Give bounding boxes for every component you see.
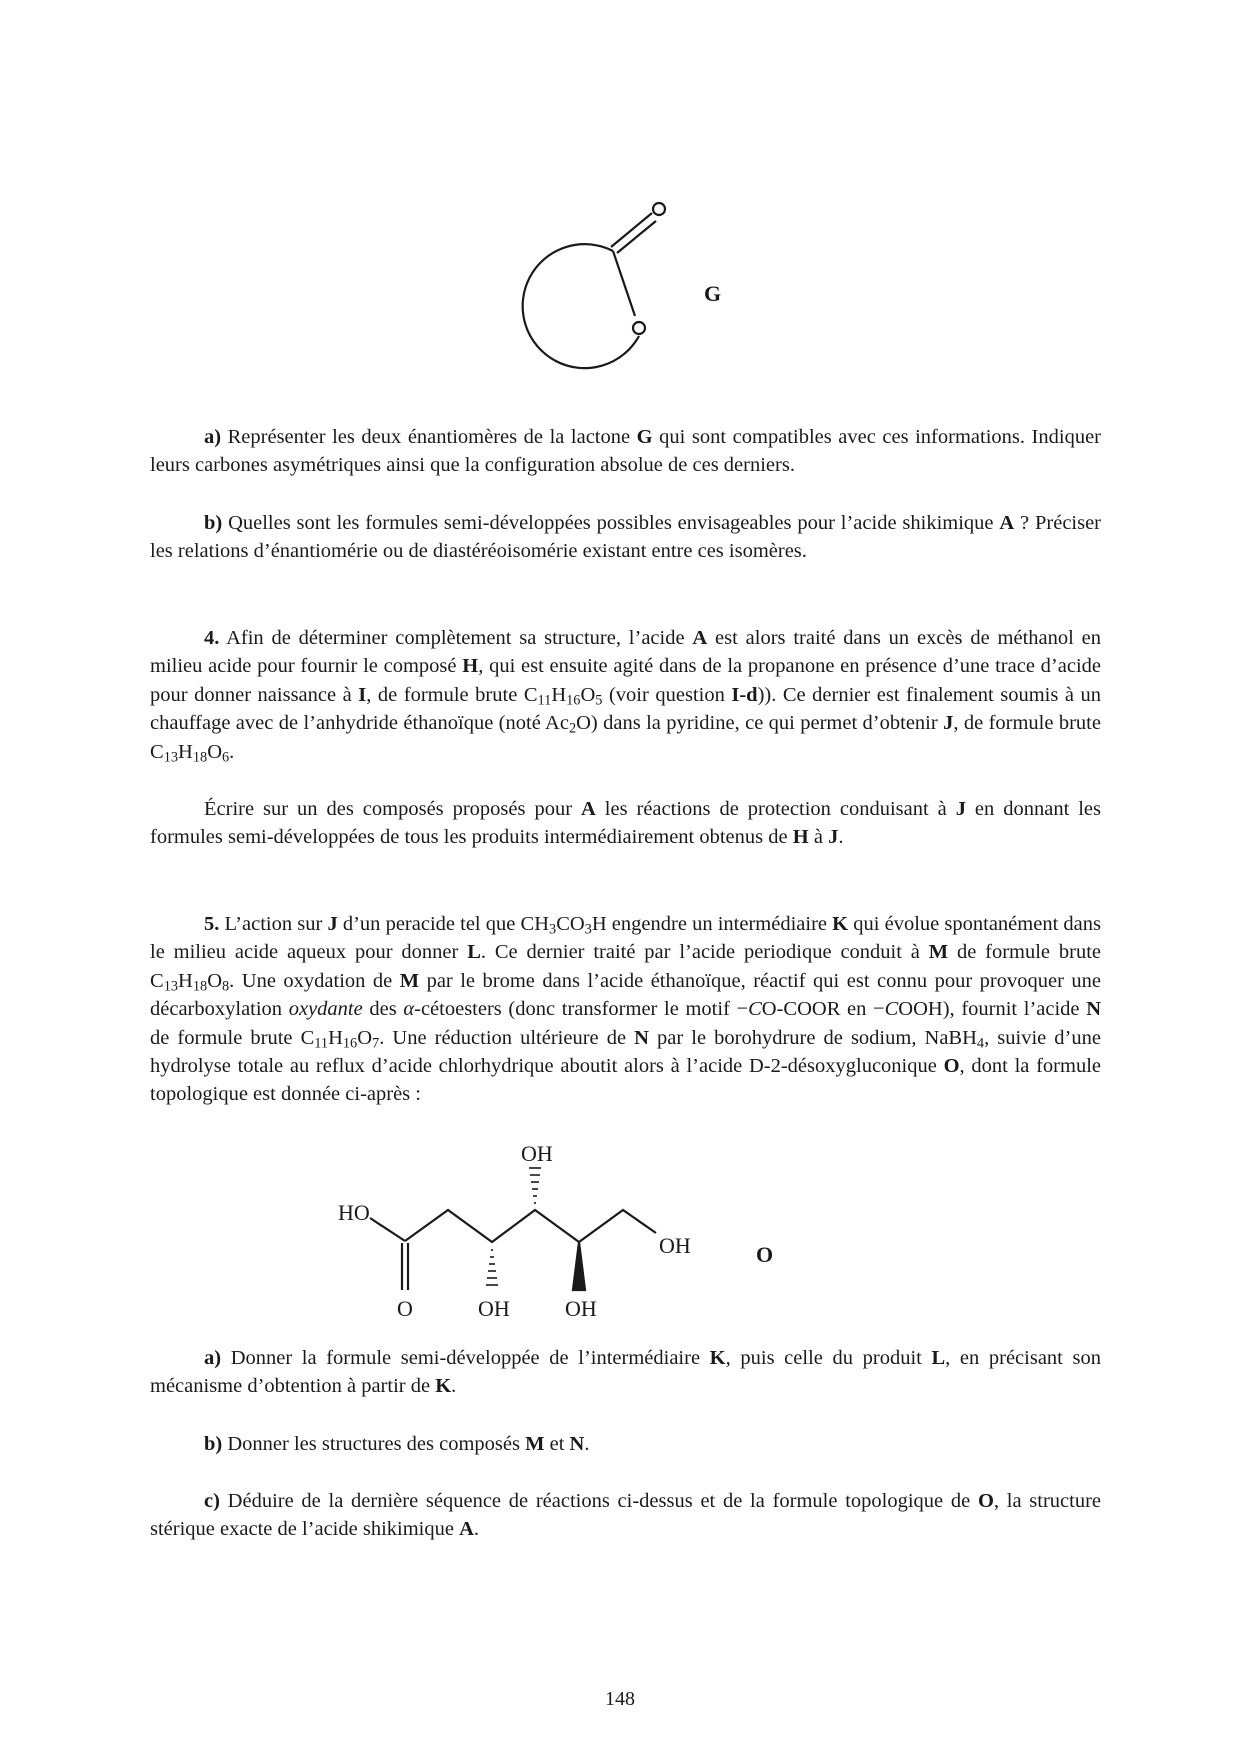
text-run: de formule brute C (150, 1026, 315, 1049)
subscript: 8 (222, 978, 230, 995)
text-run: H (328, 1026, 343, 1049)
text-run: H (178, 740, 193, 763)
bold-text: a) (204, 426, 222, 448)
subscript: 18 (192, 978, 208, 995)
text-run: O (357, 1026, 373, 1049)
text-run: ? Préciser les relations d’énantiomérie ou de diastéréoisomérie existant entre ces isomères. (150, 512, 1102, 563)
subscript: 3 (584, 921, 592, 938)
bold-text: b) (204, 1433, 223, 1455)
text-run: est alors traité dans un excès de méthanol en milieu acide pour fournir le composé (150, 627, 1101, 678)
bold-text: K (709, 1347, 726, 1369)
subscript: 7 (372, 1035, 380, 1052)
hashed-wedge-c3 (486, 1250, 498, 1285)
text-run: . (229, 740, 235, 763)
bold-text: I-d (731, 683, 758, 706)
text-run: , suivie d’une hydrolyse totale au reflux d’acide chlorhydrique aboutit alors à l’acide D-2-désoxygluconique (150, 1026, 1101, 1078)
question-4 (150, 624, 1101, 766)
text-run: H (178, 969, 193, 992)
bold-text: c) (204, 1490, 220, 1512)
bold-text: a) (204, 1347, 222, 1369)
italic-text: α (403, 998, 415, 1021)
bold-text: N (1086, 998, 1101, 1021)
solid-wedge-c5 (573, 1242, 585, 1290)
text-run: L’action sur (219, 913, 328, 935)
bold-text: N (569, 1433, 585, 1455)
text-run: -cétoesters (donc transformer le motif − (414, 998, 749, 1021)
text-run: , de formule brute C (150, 712, 1101, 763)
italic-text: oxydante (288, 998, 363, 1021)
question-3a (150, 423, 1101, 480)
ring-oxygen-atom (633, 322, 645, 334)
subscript: 6 (222, 749, 230, 766)
text-run: , de formule brute C (366, 683, 538, 706)
text-run: d’un peracide tel que CH (337, 913, 550, 935)
text-run: O (207, 740, 222, 763)
subscript: 11 (314, 1035, 329, 1052)
text-run: qui évolue spontanément dans le milieu acide aqueux pour donner (150, 913, 1101, 964)
text-run: , dont la formule topologique est donnée ci-après : (150, 1055, 1101, 1106)
text-run: Donner la formule semi-développée de l’intermédiaire (221, 1347, 710, 1369)
bold-text: A (999, 512, 1015, 534)
text-run: qui sont compatibles avec ces informations. Indiquer leurs carbones asymétriques ainsi que la configuration absolue de ces derniers. (150, 426, 1102, 477)
text-run: . (451, 1375, 457, 1398)
bold-text: A (581, 798, 596, 820)
bold-text: J (955, 798, 966, 820)
text-run: O-COOR en − (761, 998, 885, 1021)
text-run: , en précisant son mécanisme d’obtention à partir de (150, 1347, 1101, 1398)
text-run: des (362, 998, 404, 1021)
question-3b (150, 509, 1101, 566)
bold-text: O (943, 1055, 960, 1078)
text-run: O (207, 969, 222, 992)
text-run: de formule brute C (150, 941, 1101, 992)
bold-text: M (399, 969, 420, 992)
subscript: 2 (568, 720, 577, 737)
text-run: . (584, 1433, 590, 1455)
subscript: 11 (537, 692, 552, 709)
text-run: Donner les structures des composés (222, 1433, 526, 1455)
atom-oh-c4: OH (521, 1141, 553, 1166)
bold-text: 5. (204, 913, 220, 935)
bold-text: I (358, 683, 367, 706)
bold-text: K (435, 1375, 452, 1398)
bold-text: M (525, 1433, 545, 1455)
text-run: . Une réduction ultérieure de (379, 1026, 635, 1049)
bold-text: H (792, 826, 809, 849)
atom-oh-c5: OH (565, 1296, 597, 1321)
carbonyl-oxygen-atom (653, 203, 665, 215)
bold-text: J (327, 913, 338, 935)
text-run: et (544, 1433, 570, 1455)
text-run: H engendre un intermédiaire (591, 913, 833, 935)
c-o-bond (613, 251, 635, 316)
text-run: . Une oxydation de (229, 969, 400, 992)
text-run: H (551, 683, 567, 706)
text-run: O (580, 683, 596, 706)
text-run: OOH), fournit l’acide (898, 998, 1087, 1021)
subscript: 3 (549, 921, 557, 938)
text-run: Quelles sont les formules semi-développées possibles envisageables pour l’acide shikimique (222, 512, 1000, 534)
text-run: en donnant les formules semi-développées de tous les produits intermédiairement obtenus de (150, 798, 1102, 849)
bold-text: L (931, 1347, 946, 1369)
bold-text: O (977, 1490, 994, 1512)
question-5c (150, 1487, 1101, 1544)
subscript: 4 (976, 1035, 985, 1052)
subscript: 16 (342, 1035, 358, 1052)
atom-ho: HO (338, 1200, 370, 1225)
italic-text: C (884, 998, 899, 1021)
text-run: O) dans la pyridine, ce qui permet d’obtenir (576, 712, 944, 735)
compound-label-g: G (704, 281, 722, 306)
subscript: 18 (192, 749, 208, 766)
text-run: , la structure stérique exacte de l’acide shikimique (150, 1490, 1102, 1541)
bold-text: J (828, 826, 839, 849)
subscript: 13 (163, 749, 179, 766)
text-run: (voir question (602, 683, 732, 706)
bold-text: b) (204, 512, 223, 534)
question-5 (150, 910, 1101, 1109)
text-run: )). Ce dernier est finalement soumis à un chauffage avec de l’anhydride éthanoïque (noté Ac (150, 683, 1101, 735)
bold-text: 4. (204, 627, 220, 649)
atom-carbonyl-o: O (397, 1296, 413, 1321)
bold-text: J (943, 712, 954, 735)
bold-text: N (634, 1026, 649, 1049)
bold-text: M (928, 941, 949, 964)
ring-arc (523, 244, 639, 368)
bold-text: A (459, 1518, 474, 1541)
bold-text: K (832, 913, 849, 935)
italic-text: C (748, 998, 762, 1021)
atom-oh-c3: OH (478, 1296, 510, 1321)
text-run: à (808, 826, 829, 849)
text-run: par le brome dans l’acide éthanoïque, réactif qui est connu pour provoquer une décarboxylation (150, 969, 1101, 1021)
subscript: 16 (566, 692, 581, 709)
text-run: . (838, 826, 844, 849)
atom-oh-c6: OH (659, 1233, 691, 1258)
text-run: Déduire de la dernière séquence de réactions ci-dessus et de la formule topologique de (219, 1490, 978, 1512)
text-run: . Ce dernier traité par l’acide periodique conduit à (480, 941, 929, 964)
text-run: , puis celle du produit (725, 1347, 932, 1369)
text-run: Afin de déterminer complètement sa structure, l’acide (219, 627, 693, 649)
bold-text: H (462, 655, 479, 678)
text-run: , qui est ensuite agité dans de la propanone en présence d’une trace d’acide pour donner naissance à (150, 655, 1101, 706)
compound-label-o: O (756, 1242, 774, 1267)
subscript: 5 (595, 692, 603, 709)
subscript: 13 (163, 978, 179, 995)
text-run: CO (556, 913, 585, 935)
lactone-g-structure (523, 203, 665, 368)
text-run: par le borohydrure de sodium, NaBH (648, 1026, 977, 1049)
bold-text: G (636, 426, 653, 448)
question-5a (150, 1344, 1101, 1401)
page-number: 148 (605, 1688, 635, 1710)
text-run: Représenter les deux énantiomères de la lactone (221, 426, 637, 448)
text-run: . (473, 1518, 480, 1541)
question-4-task (150, 795, 1101, 852)
bold-text: A (692, 627, 708, 649)
question-5b (150, 1430, 1101, 1458)
compound-o-structure (370, 1168, 656, 1290)
text-run: les réactions de protection conduisant à (595, 798, 956, 820)
hashed-wedge-c4 (529, 1168, 541, 1203)
bold-text: L (467, 941, 481, 964)
text-run: Écrire sur un des composés proposés pour (204, 798, 581, 820)
